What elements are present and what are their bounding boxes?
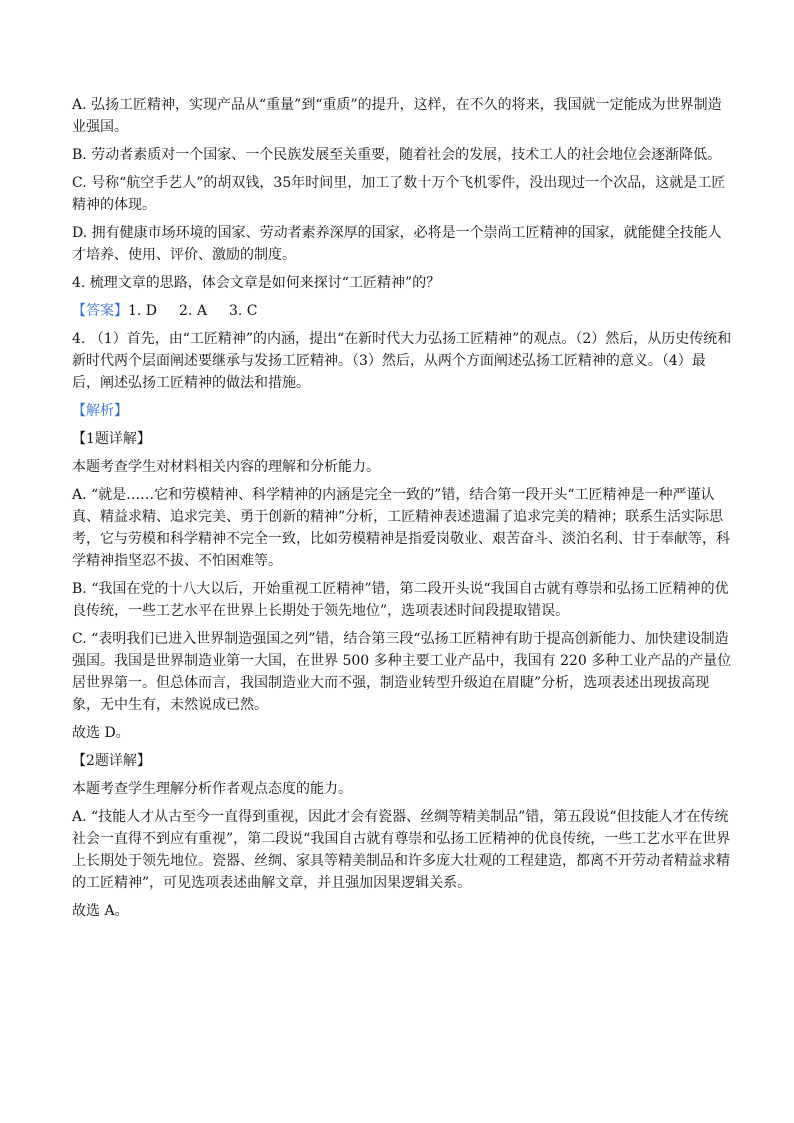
option-c: C. 号称“航空手艺人”的胡双钱，35年时间里，加工了数十万个飞机零件，没出现过一个次品，这就是工匠精神的体现。	[72, 175, 726, 213]
option-d: D. 拥有健康市场环境的国家、劳动者素养深厚的国家，必将是一个崇尚工匠精神的国家，就能健全技能人才培养、使用、评价、激励的制度。	[72, 225, 722, 263]
q1-analysis-a: A. “就是……它和劳模精神、科学精神的内涵是完全一致的”错，结合第一段开头“工匠精神是一种严谨认真、精益求精、追求完美、勇于创新的精神”分析，工匠精神表述遗漏了追求完美的精神；联系生活实际思考，它与劳模和科学精神不完全一致，比如劳模精神是指爱岗敬业、艰苦奋斗、淡泊名利、甘于奉献等，科学精神指坚忍不拔、不怕困难等。	[72, 487, 730, 569]
q2-heading: 【2题详解】	[72, 753, 151, 769]
answer-label: 【答案】	[72, 303, 128, 319]
answer-2: 2. A	[179, 303, 207, 319]
option-b: B. 劳动者素质对一个国家、一个民族发展至关重要，随着社会的发展，技术工人的社会地位会逐渐降低。	[72, 147, 722, 163]
answer-3: 3. C	[228, 303, 258, 319]
option-a: A. 弘扬工匠精神，实现产品从“重量”到“重质”的提升，这样，在不久的将来，我国就一定能成为世界制造业强国。	[72, 97, 722, 135]
q1-analysis-c: C. “表明我们已进入世界制造强国之列”错，结合第三段“弘扬工匠精神有助于提高创新能力、加快建设制造强国。我国是世界制造业第一大国，在世界 500 多种主要工业产品中，我国有 220 多种工业产品的产量位居世界第一。但总体而言，我国制造业大而不强，制造业转型升级迫在眉睫”分析，选项表述出现拔高现象，无中生有，未然说成已然。	[72, 631, 732, 713]
answer-line	[72, 300, 732, 322]
q1-intro: 本题考查学生对材料相关内容的理解和分析能力。	[72, 459, 380, 475]
analysis-label: 【解析】	[72, 403, 128, 419]
q1-conclusion: 故选 D。	[72, 725, 130, 741]
question-4: 4. 梳理文章的思路，体会文章是如何来探讨“工匠精神”的？	[72, 275, 441, 291]
q2-conclusion: 故选 A。	[72, 903, 129, 919]
q2-analysis-a: A. “技能人才从古至今一直得到重视，因此才会有瓷器、丝绸等精美制品”错，第五段说“但技能人才在传统社会一直得不到应有重视”，第二段说“我国自古就有尊崇和弘扬工匠精神的优良传统，一些工艺水平在世界上长期处于领先地位。瓷器、丝绸、家具等精美制品和许多庞大壮观的工程建造，都离不开劳动者精益求精的工匠精神”，可见选项表述曲解文章，并且强加因果逻辑关系。	[72, 809, 731, 891]
answer-1: 1. D	[128, 303, 158, 319]
answer-4: 4. （1）首先，由“工匠精神”的内涵，提出“在新时代大力弘扬工匠精神”的观点。（2）然后，从历史传统和新时代两个层面阐述要继承与发扬工匠精神。（3）然后，从两个方面阐述弘扬工匠精神的意义。（4）最后，阐述弘扬工匠精神的做法和措施。	[72, 331, 732, 391]
q1-analysis-b: B. “我国在党的十八大以后，开始重视工匠精神”错，第二段开头说“我国自古就有尊崇和弘扬工匠精神的优良传统，一些工艺水平在世界上长期处于领先地位”，选项表述时间段提取错误。	[72, 581, 729, 619]
document-page	[72, 94, 732, 928]
q2-intro: 本题考查学生理解分析作者观点态度的能力。	[72, 781, 352, 797]
q1-heading: 【1题详解】	[72, 431, 151, 447]
